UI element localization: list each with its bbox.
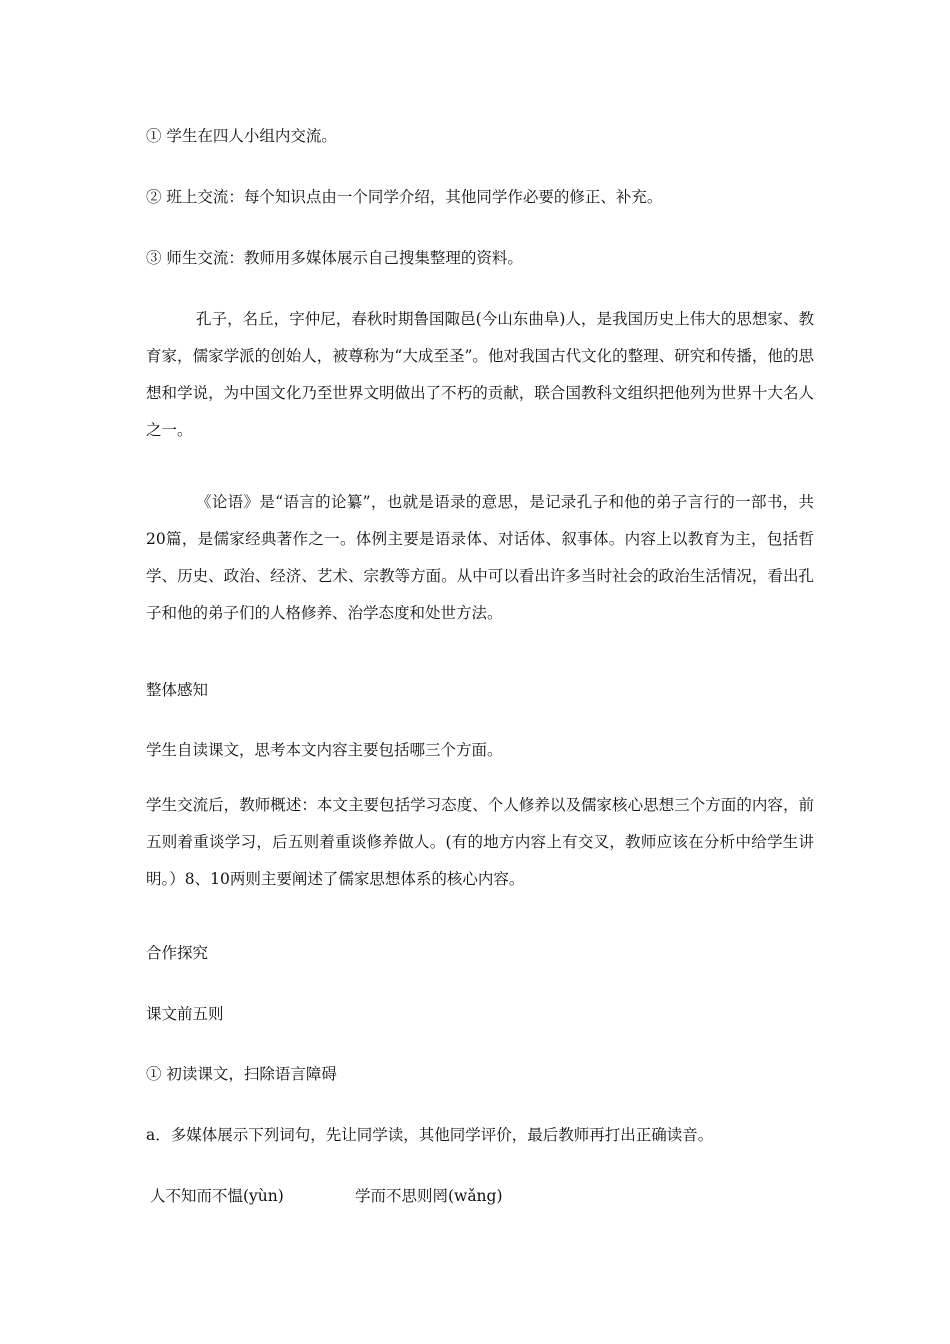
step-teacher-exchange: ③ 师生交流：教师用多媒体展示自己搜集整理的资料。: [146, 249, 523, 267]
heading-first-five: 课文前五则: [146, 1005, 224, 1023]
step-group-exchange: ① 学生在四人小组内交流。: [146, 127, 337, 145]
paragraph-confucius: 孔子，名丘，字仲尼，春秋时期鲁国陬邑(今山东曲阜)人，是我国历史上伟大的思想家、教育家，儒家学派的创始人，被尊称为“大成至圣”。他对我国古代文化的整理、研究和传播，他的思想和学说，为中国文化乃至世界文明做出了不朽的贡献，联合国教科文组织把他列为世界十大名人之一。: [146, 310, 814, 439]
task-self-reading: 学生自读课文，思考本文内容主要包括哪三个方面。: [146, 741, 503, 759]
step-class-exchange: ② 班上交流：每个知识点由一个同学介绍，其他同学作必要的修正、补充。: [146, 188, 663, 206]
pinyin-phrase-2: 学而不思则罔(wǎng): [355, 1187, 503, 1205]
paragraph-summary: 学生交流后，教师概述：本文主要包括学习态度、个人修养以及儒家核心思想三个方面的内容，前五则着重谈学习，后五则着重谈修养做人。(有的地方内容上有交叉，教师应该在分析中给学生讲明。）8、10两则主要阐述了儒家思想体系的核心内容。: [146, 796, 814, 888]
heading-cooperative-inquiry: 合作探究: [146, 944, 209, 962]
step-a-instructions: a．多媒体展示下列词句，先让同学读，其他同学评价，最后教师再打出正确读音。: [146, 1126, 714, 1144]
step-initial-reading: ① 初读课文，扫除语言障碍: [146, 1065, 337, 1083]
paragraph-lunyu: 《论语》是“语言的论纂”，也就是语录的意思，是记录孔子和他的弟子言行的一部书，共20篇，是儒家经典著作之一。体例主要是语录体、对话体、叙事体。内容上以教育为主，包括哲学、历史、政治、经济、艺术、宗教等方面。从中可以看出许多当时社会的政治生活情况，看出孔子和他的弟子们的人格修养、治学态度和处世方法。: [146, 493, 814, 622]
pinyin-phrase-1: 人不知而不愠(yùn): [150, 1187, 284, 1205]
heading-overall-perception: 整体感知: [146, 681, 209, 699]
